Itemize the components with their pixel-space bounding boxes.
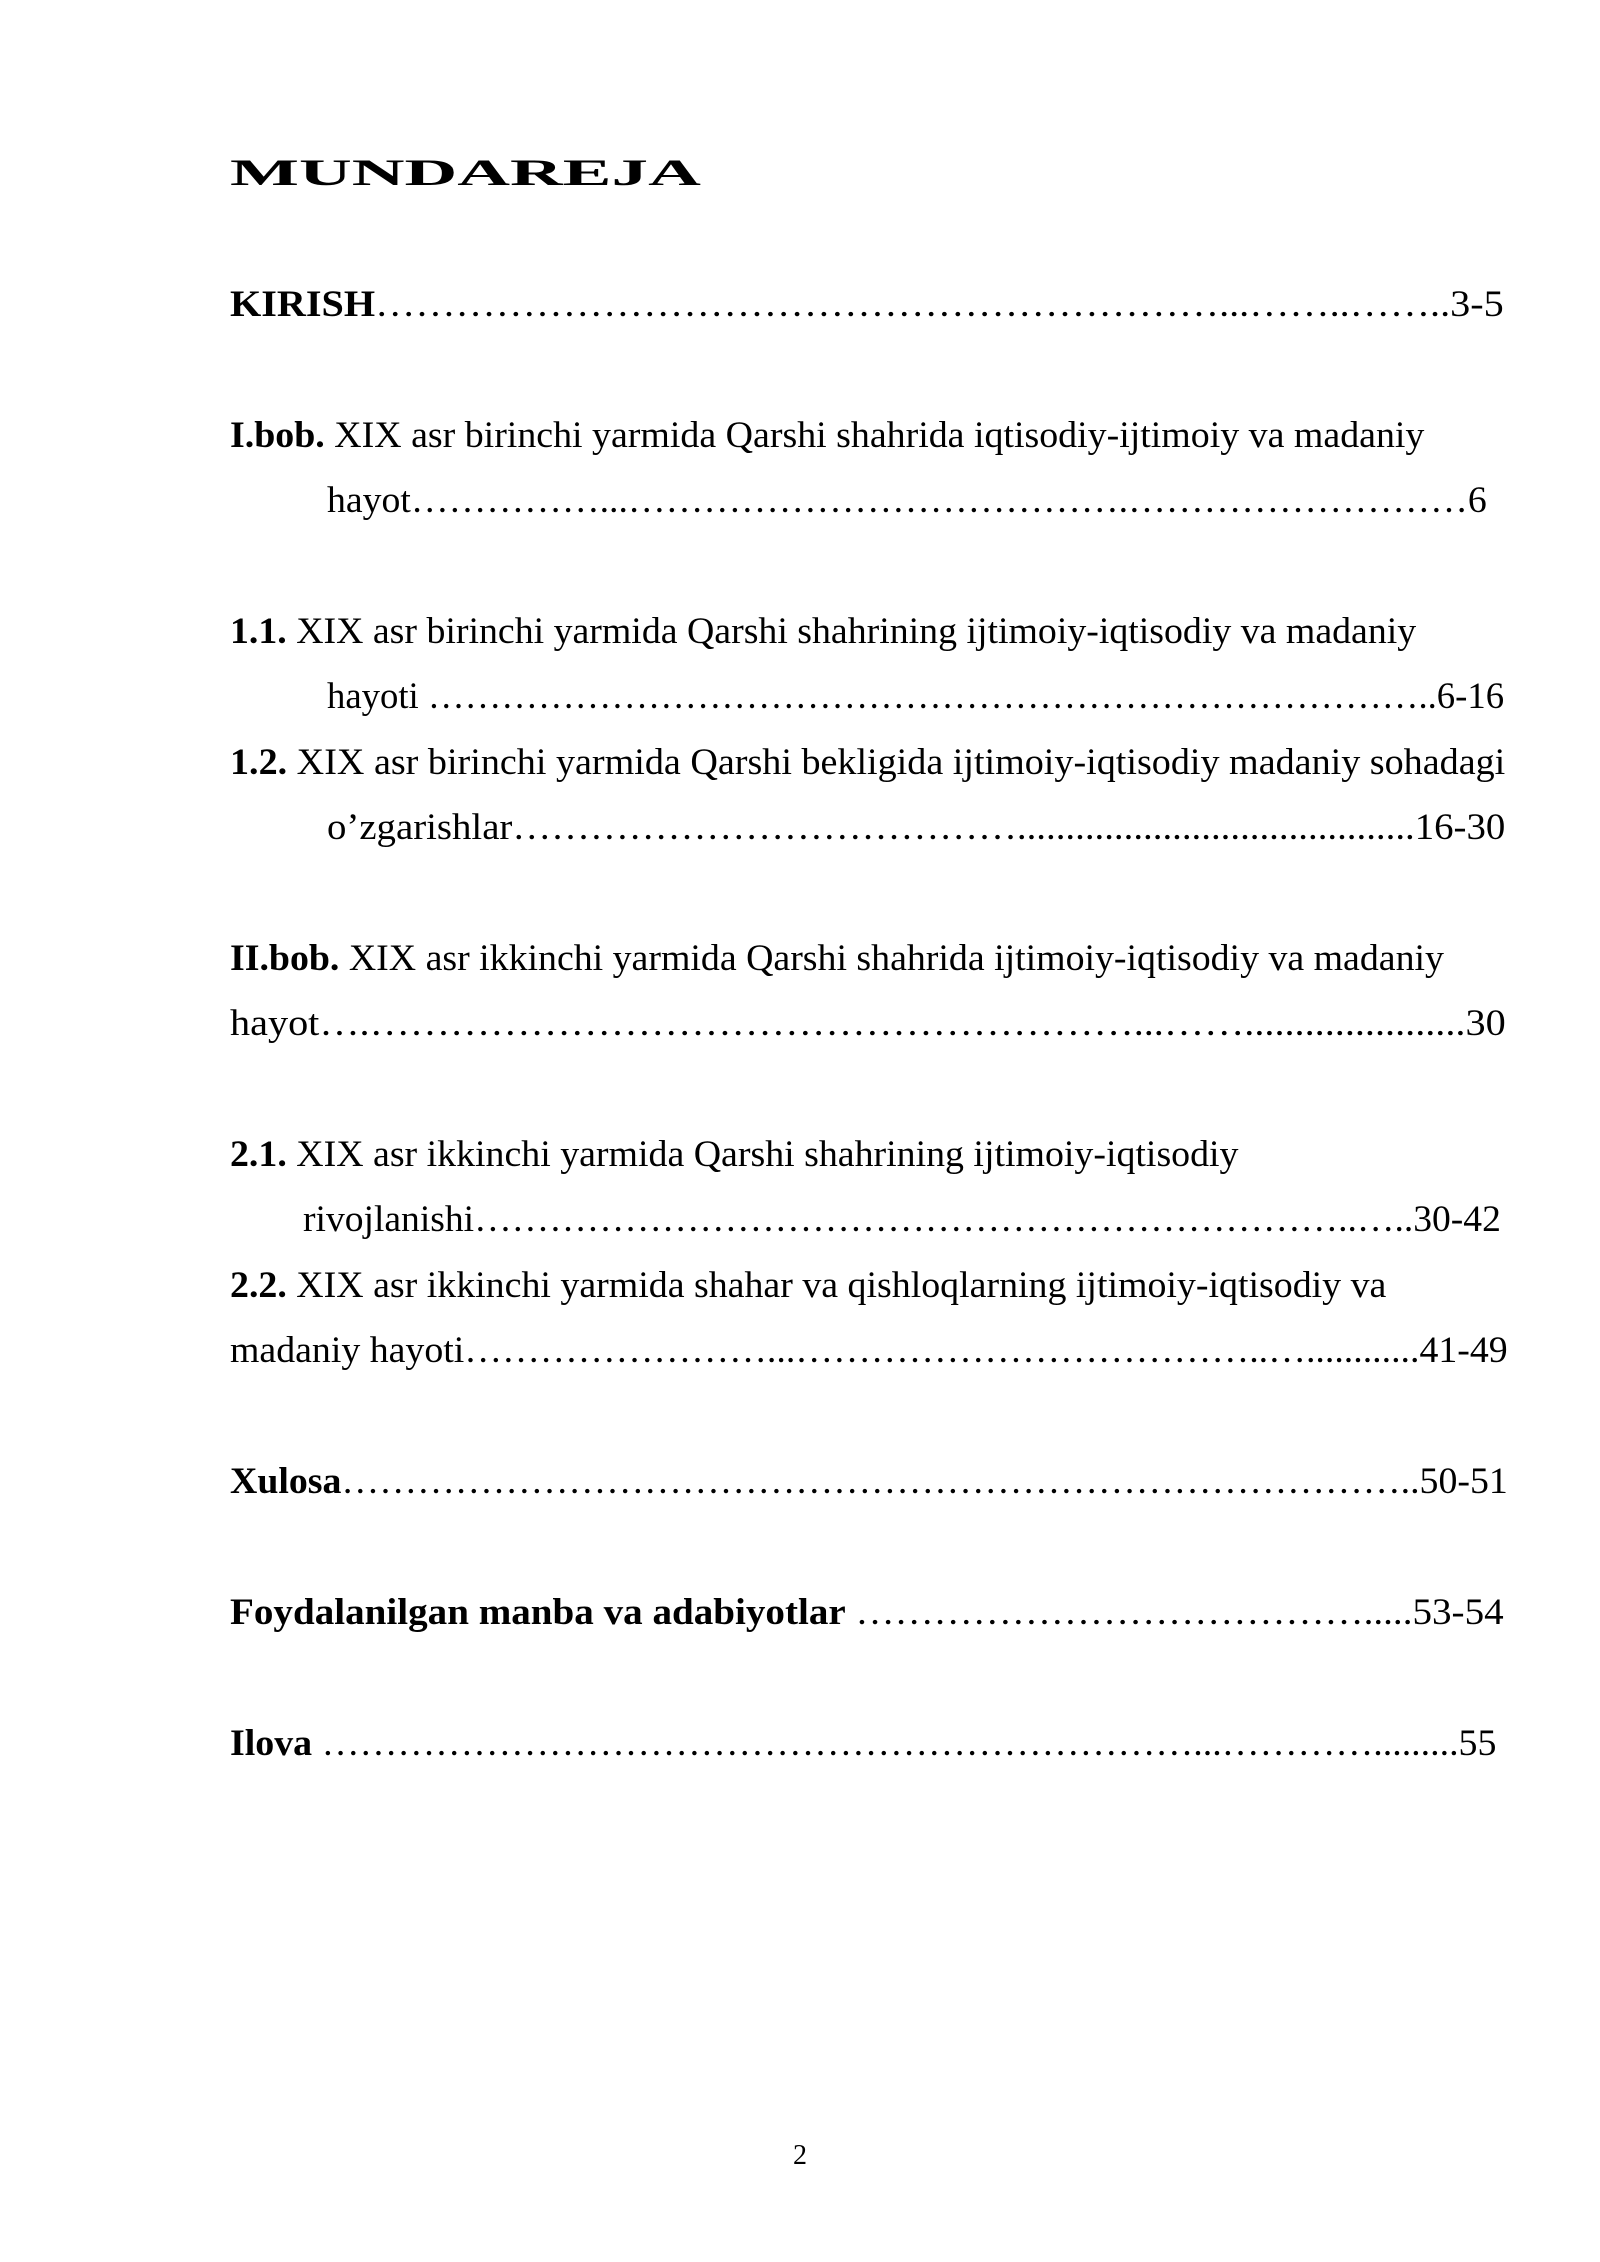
toc-entry-chapter-2 bbox=[230, 937, 1444, 981]
toc-entry-section-2-2-continuation: madaniy hayoti……………………...………………………………..…............41-49 bbox=[230, 1330, 1508, 1371]
toc-entry-section-2-1 bbox=[230, 1133, 1239, 1177]
toc-entry-title: Ilova bbox=[230, 1723, 313, 1764]
toc-entry-label: 2.1. bbox=[230, 1134, 287, 1175]
toc-entry-kirish bbox=[230, 283, 1504, 327]
toc-entry-leader-page: …………………………………………………………………………..50-51 bbox=[341, 1461, 1508, 1502]
toc-entry-leader-page: ……………………………………………………………...………….........55 bbox=[312, 1723, 1497, 1764]
toc-entry-label: 1.1. bbox=[230, 611, 287, 652]
toc-entry-ilova bbox=[230, 1722, 1496, 1766]
toc-entry-leader-page: ………………………………….....53-54 bbox=[845, 1592, 1504, 1633]
toc-entry-title: XIX asr birinchi yarmida Qarshi bekligida ijtimoiy-iqtisodiy madaniy sohadagi bbox=[287, 742, 1506, 783]
page-number: 2 bbox=[793, 2140, 807, 2171]
toc-entry-section-1-1-continuation: hayoti ………………………………………………………………………..6-16 bbox=[327, 676, 1505, 717]
toc-entry-xulosa bbox=[230, 1460, 1508, 1504]
toc-entry-section-1-2 bbox=[230, 741, 1505, 785]
toc-entry-section-1-2-continuation: o’zgarishlar………………………………….........................................16-30 bbox=[327, 807, 1506, 848]
toc-entry-section-2-1-continuation: rivojlanishi……………………………………………………………..…..30-42 bbox=[303, 1199, 1501, 1240]
toc-entry-title: Foydalanilgan manba va adabiyotlar bbox=[230, 1592, 846, 1633]
toc-entry-label: I.bob. bbox=[230, 415, 325, 456]
toc-entry-chapter-2-continuation: hayot….…………………………………………………...……......................30 bbox=[230, 1003, 1506, 1044]
toc-heading: MUNDAREJA bbox=[230, 153, 701, 194]
toc-entry-label: II.bob. bbox=[230, 938, 340, 979]
toc-entry-title: XIX asr birinchi yarmida Qarshi shahrining ijtimoiy-iqtisodiy va madaniy bbox=[286, 611, 1417, 652]
toc-entry-title: XIX asr ikkinchi yarmida Qarshi shahrida ijtimoiy-iqtisodiy va madaniy bbox=[339, 938, 1444, 979]
toc-entry-chapter-1-continuation: hayot……………...………………………………….………………………6 bbox=[327, 480, 1487, 521]
toc-entry-title: XIX asr ikkinchi yarmida Qarshi shahrining ijtimoiy-iqtisodiy bbox=[286, 1134, 1239, 1175]
toc-entry-title: KIRISH bbox=[230, 284, 376, 325]
toc-entry-title: Xulosa bbox=[230, 1461, 342, 1502]
toc-entry-chapter-1 bbox=[230, 414, 1424, 458]
toc-entry-sources bbox=[230, 1591, 1504, 1635]
toc-entry-label: 1.2. bbox=[230, 742, 288, 783]
toc-entry-leader-page: ………………………………………………………...……..……..3-5 bbox=[375, 284, 1504, 325]
toc-entry-section-1-1 bbox=[230, 610, 1416, 654]
toc-entry-title: XIX asr birinchi yarmida Qarshi shahrida iqtisodiy-ijtimoiy va madaniy bbox=[324, 415, 1425, 456]
toc-entry-label: 2.2. bbox=[230, 1265, 287, 1306]
toc-entry-title: XIX asr ikkinchi yarmida shahar va qishloqlarning ijtimoiy-iqtisodiy va bbox=[286, 1265, 1387, 1306]
toc-entry-section-2-2 bbox=[230, 1264, 1386, 1308]
